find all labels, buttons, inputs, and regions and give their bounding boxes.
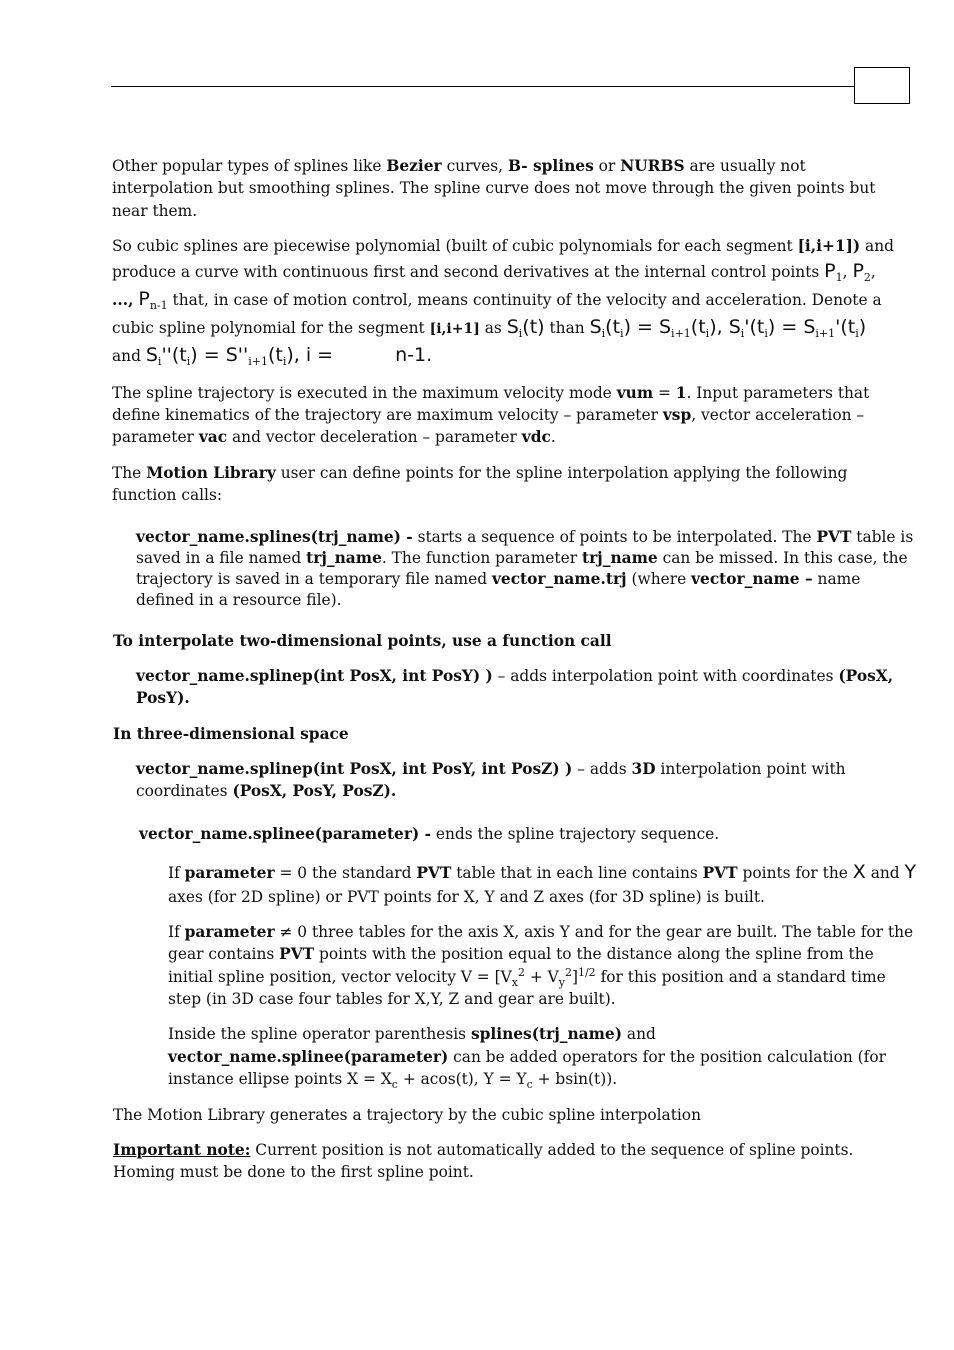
text-line: function calls: (112, 486, 223, 504)
text-line: trajectory is saved in a temporary file named vector_name.trj (where vector_name – name (136, 570, 861, 588)
text-line: vector_name.splinee(parameter) can be added operators for the position calculation (for (168, 1048, 886, 1066)
text-line: saved in a file named trj_name. The function parameter trj_name can be missed. In this case, the (136, 549, 908, 567)
text-line: ..., $P_{n-1}$ that, in case of motion control, means continuity of the velocity and acceleration. Denote a (112, 288, 882, 313)
text-line: cubic spline polynomial for the segment [i,i+1] as $S_i(t)$ than $S_i(t_i) = S_{i+1}(t_i)$, $S_i'(t_i) = S_{i+1}'(t_i)$ (112, 316, 867, 341)
text-line: and $S_i''(t_i) = S''_{i+1}(t_i)$, i = n-1. (112, 344, 433, 369)
page-number-box (854, 67, 910, 104)
text-line: If parameter ≠ 0 three tables for the axis X, axis Y and for the gear are built. The table for the (168, 923, 914, 941)
text-line: initial spline position, vector velocity $V = [V_x^2 + V_y^2]^{1/2}$ for this position and a standard time (168, 965, 886, 990)
text-line: vector_name.splines(trj_name) - starts a sequence of points to be interpolated. The PVT table is (136, 528, 914, 546)
text-line: Inside the spline operator parenthesis splines(trj_name) and (168, 1025, 656, 1043)
text-line: The spline trajectory is executed in the maximum velocity mode vum = 1. Input parameters that (112, 384, 870, 402)
paragraph-splinee: vector_name.splinee(parameter) - ends the spline trajectory sequence. (139, 825, 720, 843)
text-line: vector_name.splinep(int PosX, int PosY) ) – adds interpolation point with coordinates (PosX, (136, 667, 894, 685)
text-line: Important note: Current position is not automatically added to the sequence of spline points. (113, 1141, 854, 1159)
text-line: So cubic splines are piecewise polynomial (built of cubic polynomials for each segment [i,i+1]) and (112, 237, 894, 255)
text-line: The Motion Library user can define points for the spline interpolation applying the following (112, 464, 848, 482)
text-line: vector_name.splinep(int PosX, int PosY, int PosZ) ) – adds 3D interpolation point with (136, 760, 846, 778)
text-line: near them. (112, 202, 198, 220)
text-line: step (in 3D case four tables for X,Y, Z and gear are built). (168, 990, 616, 1008)
header-rule (111, 86, 855, 87)
heading-2d-points: To interpolate two-dimensional points, use a function call (113, 632, 612, 650)
text-line: gear contains PVT points with the position equal to the distance along the spline from the (168, 945, 874, 963)
text-line: parameter vac and vector deceleration – parameter vdc. (112, 428, 556, 446)
text-line: Homing must be done to the first spline point. (113, 1163, 474, 1181)
text-line: interpolation but smoothing splines. The spline curve does not move through the given points but (112, 179, 876, 197)
heading-3d-space: In three-dimensional space (113, 725, 349, 743)
text-line: instance ellipse points $X = X_c + acos(t)$, $Y = Y_c + bsin(t)$). (168, 1070, 618, 1092)
text-line: coordinates (PosX, PosY, PosZ). (136, 782, 397, 800)
important-note-label: Important note: (113, 1141, 251, 1159)
text-line: axes (for 2D spline) or PVT points for X, Y and Z axes (for 3D spline) is built. (168, 888, 765, 906)
text-line: produce a curve with continuous first and second derivatives at the internal control points $P_1$, $P_2$, (112, 260, 876, 285)
text-line: PosY). (136, 689, 190, 707)
text-line: define kinematics of the trajectory are maximum velocity – parameter vsp, vector acceleration – (112, 406, 865, 424)
text-line: Other popular types of splines like Bezier curves, B- splines or NURBS are usually not (112, 157, 806, 175)
text-line: If parameter = 0 the standard PVT table that in each line contains PVT points for the X and Y (168, 861, 917, 883)
paragraph-generates-trajectory: The Motion Library generates a trajectory by the cubic spline interpolation (113, 1106, 701, 1124)
text-line: defined in a resource file). (136, 591, 342, 609)
